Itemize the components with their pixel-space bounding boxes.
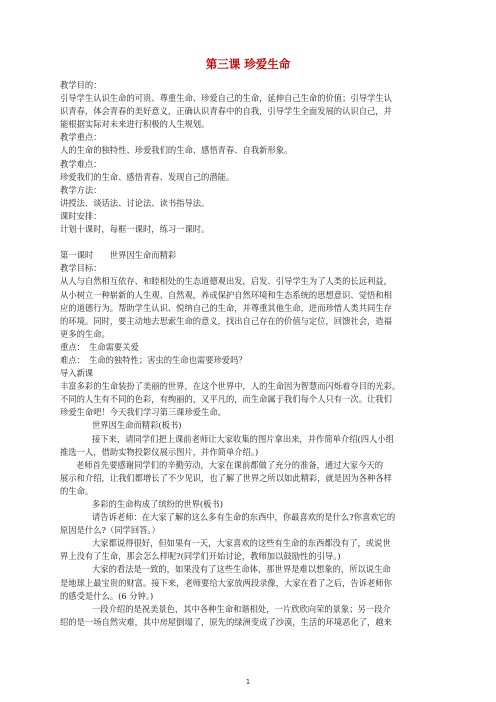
text-line: 多彩的生命构成了缤纷的世界(板书) (92, 499, 223, 509)
text-line: 教学难点： (60, 158, 102, 169)
text-line: 不同的人生有不同的色彩，有绚丽的，又平凡的，而生命属于我们每个人只有一次。让我们 (60, 394, 392, 405)
lesson-title: 第三课 珍爱生命 (205, 57, 291, 71)
text-line: 珍爱生命吧！今天我们学习第三课珍爱生命。 (60, 407, 226, 418)
text-line: 重点： 生命需要关爱 (60, 341, 139, 352)
text-line: 大家都说得很好，但如果有一天，大家喜欢的这些有生命的东西都没有了，或说世 (92, 538, 391, 549)
text-line: 从人与自然相互依存、和睦相处的生态道德观出发，启发、引导学生为了人类的长远利益， (60, 276, 392, 287)
text-line: 计划十课时，每框一课时，练习一课时。 (60, 224, 210, 235)
text-line: 的生命。 (60, 485, 94, 496)
text-line: 界上没有了生命，那会怎么样呢?(同学们开始讨论，教师加以鼓励性的引导。) (60, 551, 341, 562)
body-text (60, 79, 436, 629)
text-line: 难点： 生命的独特性；害虫的生命也需要珍爱吗？ (60, 354, 247, 365)
text-line: 是地球上最宝贵的财富。接下来，老师要给大家放两段录像，大家在看了之后，告诉老师你 (60, 577, 392, 588)
text-line: 课时安排： (60, 210, 102, 221)
text-line: 绍的是一场自然灾难，其中房屋倒塌了，原先的绿洲变成了沙漠，生活的环境恶化了，越来 (60, 616, 392, 627)
text-line: 教学重点： (60, 132, 102, 143)
text-line: 应的道德行为。帮助学生认识、悦纳自己的生命，并尊重其他生命，进而珍惜人类共同生存 (60, 302, 392, 313)
page-number: 1 (245, 678, 251, 686)
text-line: 教学目的： (60, 80, 102, 90)
text-line: 一段介绍的是祝美景色，其中各种生命和谐相处，一片欣欣向荣的景象；另一段介 (92, 603, 391, 614)
text-line: 请告诉老师：在大家了解的这么多有生命的东西中，你最喜欢的是什么?你喜欢它的 (92, 512, 396, 523)
text-line: 导入新课 (60, 368, 94, 379)
text-line: 丰富多彩的生命装扮了美丽的世界，在这个世界中，人的生命因为智慧而闪烁着夺目的光彩。 (60, 381, 401, 392)
text-line: 引导学生认识生命的可贵、尊重生命、珍爱自己的生命，延伸自己生命的价值；引导学生认 (60, 93, 392, 104)
text-line: 老师首先要感谢同学们的辛勤劳动，大家在课前都做了充分的准备，通过大家今天的 (76, 459, 383, 470)
text-line: 世界因生命而精彩(板书) (92, 420, 182, 431)
text-line: 从小树立一种崭新的人生观、自然观，养成保护自然环境和生态系统的思想意识、觉悟和相 (60, 289, 392, 300)
text-line: 讲授法、谈话法、讨论法、读书指导法。 (60, 197, 210, 208)
text-line: 能根据实际对未来进行积极的人生规划。 (60, 119, 210, 130)
text-line: 大家的看法是一致的，如果没有了这些生命体，那世界是难以想象的，所以说生命 (92, 564, 391, 575)
text-line: 原因是什么?（同学回答。） (60, 525, 160, 536)
text-line: 教学方法： (60, 184, 102, 195)
blank-line (60, 236, 436, 249)
text-line: 教学目标： (60, 263, 102, 274)
text-line: 识青春，体会青春的美好意义，正确认识青春中的自我，引导学生全面发展的认识自己，并 (60, 106, 392, 117)
text-line: 推选一人，借助实物投影仪展示图片，并作简单介绍。) (60, 446, 259, 457)
text-line: 的环境。同时，要主动地去思索生命的意义，找出自己存在的价值与定位，回馈社会，造福 (60, 315, 392, 326)
text-line: 人的生命的独特性、珍爱我们的生命、感悟青春、自我新形象。 (60, 145, 293, 156)
text-line: 的感受是什么。(6 分钟。) (60, 590, 154, 601)
text-line: 第一课时 世界因生命而精彩 (60, 250, 177, 261)
text-line: 接下来，请同学们把上课前老师让大家收集的图片拿出来，并作简单介绍(四人小组 (92, 433, 394, 444)
text-line: 更多的生命。 (60, 328, 110, 339)
text-line: 展示和介绍，让我们都增长了不少见识，也了解了世界之所以如此精彩，就是因为各种各样 (60, 472, 392, 483)
text-line: 珍爱我们的生命、感悟青春、发现自己的潜能。 (60, 171, 235, 182)
